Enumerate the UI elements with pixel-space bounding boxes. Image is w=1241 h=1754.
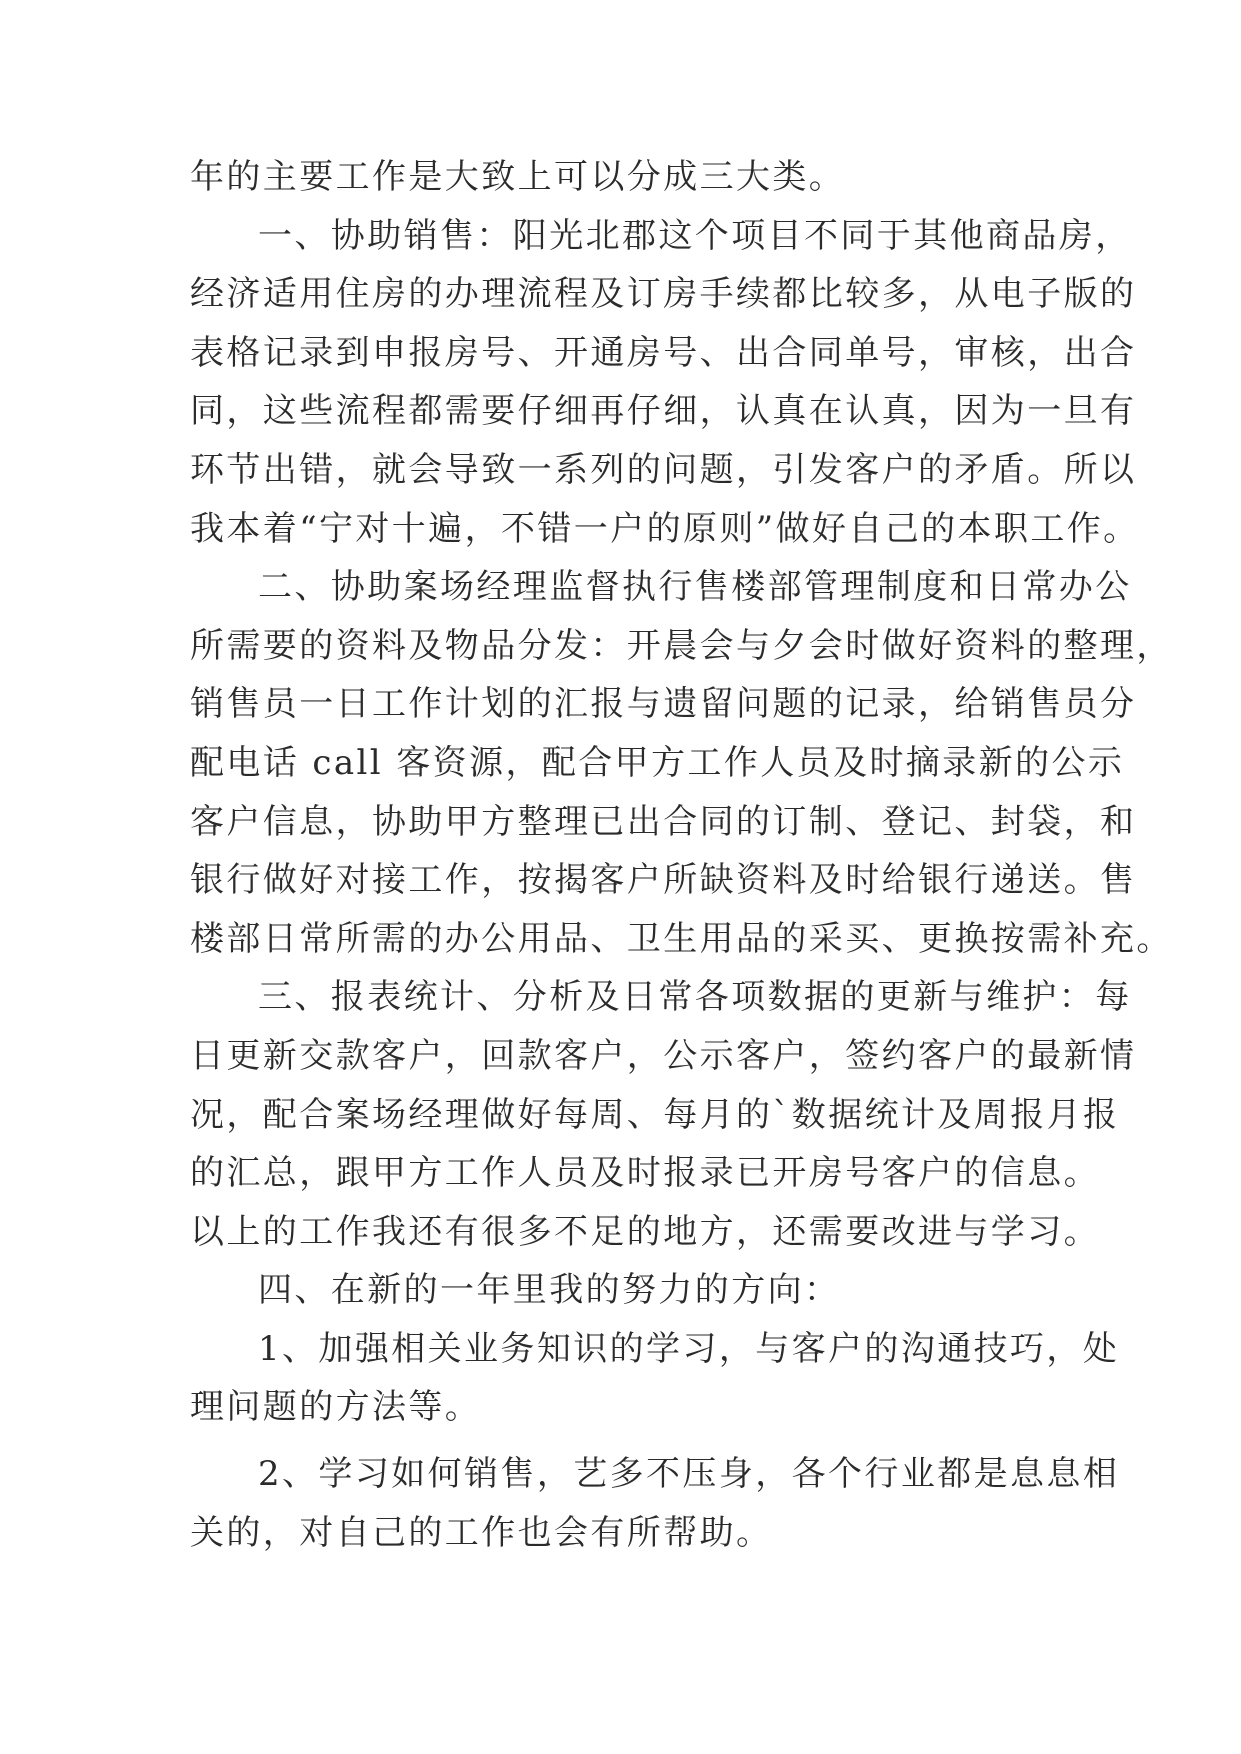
text-line: 环节出错，就会导致一系列的问题，引发客户的矛盾。所以: [190, 449, 1137, 490]
text-line: 所需要的资料及物品分发：开晨会与夕会时做好资料的整理，: [190, 625, 1173, 666]
text-line: 销售员一日工作计划的汇报与遗留问题的记录，给销售员分: [190, 684, 1137, 725]
text-line: 理问题的方法等。: [190, 1387, 482, 1428]
text-line: 日更新交款客户，回款客户，公示客户，签约客户的最新情: [190, 1035, 1137, 1076]
text-line: 况，配合案场经理做好每周、每月的`数据统计及周报月报: [190, 1094, 1120, 1135]
text-line: 关的，对自己的工作也会有所帮助。: [190, 1512, 773, 1553]
text-line: 经济适用住房的办理流程及订房手续都比较多，从电子版的: [190, 274, 1137, 315]
paragraph-three-start: 三、报表统计、分析及日常各项数据的更新与维护：每: [258, 977, 1132, 1018]
text-line: 的汇总，跟甲方工作人员及时报录已开房号客户的信息。: [190, 1153, 1100, 1194]
list-item-one-start: 1、加强相关业务知识的学习，与客户的沟通技巧，处: [258, 1328, 1120, 1369]
text-line: 年的主要工作是大致上可以分成三大类。: [190, 157, 846, 197]
text-line: 同，这些流程都需要仔细再仔细，认真在认真，因为一旦有: [190, 391, 1137, 432]
text-line: 表格记录到申报房号、开通房号、出合同单号，审核，出合: [190, 332, 1137, 373]
text-line: 以上的工作我还有很多不足的地方，还需要改进与学习。: [190, 1211, 1100, 1252]
list-spacer: [190, 1437, 1060, 1445]
paragraph-one-start: 一、协助销售：阳光北郡这个项目不同于其他商品房，: [258, 215, 1132, 256]
text-line: 客户信息，协助甲方整理已出合同的订制、登记、封袋，和: [190, 801, 1137, 842]
text-line: 楼部日常所需的办公用品、卫生用品的采买、更换按需补充。: [190, 918, 1173, 959]
text-line: 配电话 call 客资源，配合甲方工作人员及时摘录新的公示: [190, 742, 1125, 783]
text-line: 我本着“宁对十遍，不错一户的原则”做好自己的本职工作。: [190, 508, 1140, 549]
list-item-two-start: 2、学习如何销售，艺多不压身，各个行业都是息息相: [258, 1454, 1120, 1495]
paragraph-two-start: 二、协助案场经理监督执行售楼部管理制度和日常办公: [258, 567, 1132, 608]
text-line: 银行做好对接工作，按揭客户所缺资料及时给银行递送。售: [190, 860, 1137, 901]
paragraph-four-heading: 四、在新的一年里我的努力的方向：: [258, 1270, 841, 1311]
document-body: [190, 148, 1173, 1562]
